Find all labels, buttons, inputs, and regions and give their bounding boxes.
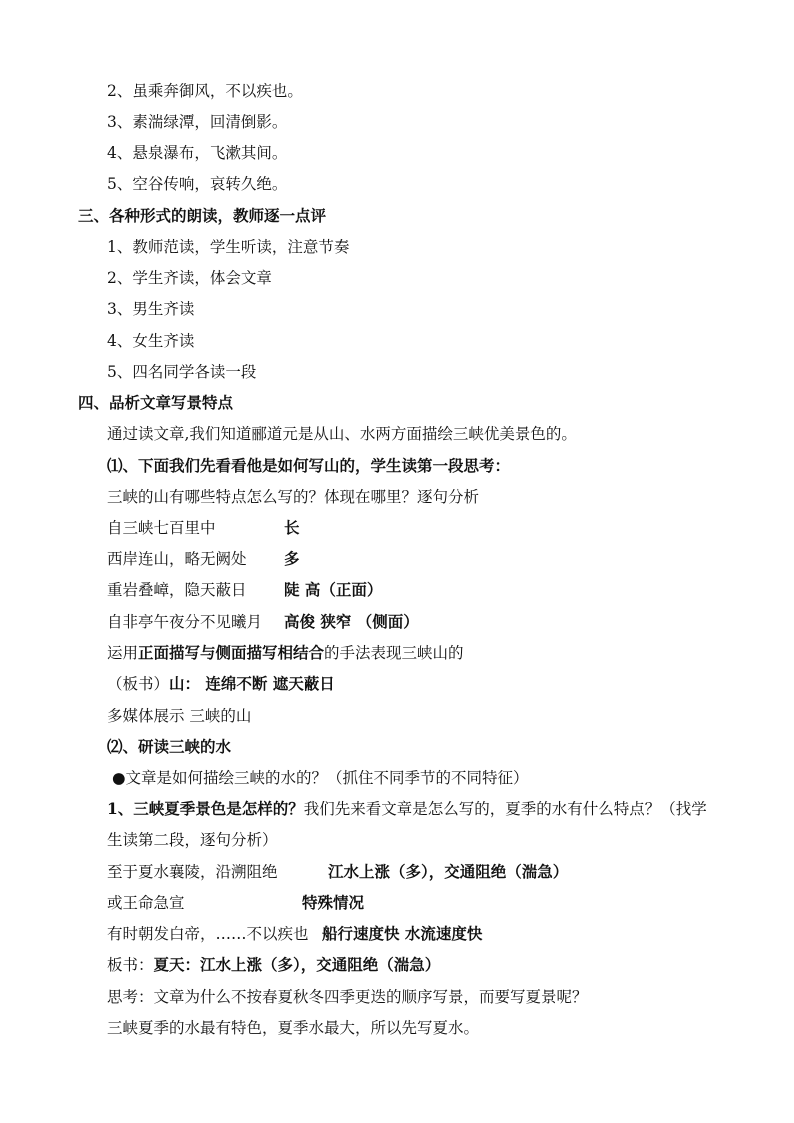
text-line — [107, 955, 440, 977]
text-span: 3、素湍绿潭，回清倒影。 — [107, 113, 288, 131]
bold-text: 1、三峡夏季景色是怎样的？ — [107, 799, 304, 818]
text-line — [107, 362, 256, 384]
text-line — [78, 206, 326, 228]
text-span: 重岩叠嶂，隐天蔽日 — [107, 581, 247, 599]
text-line — [107, 81, 303, 103]
text-line — [107, 237, 349, 259]
text-line — [107, 331, 194, 353]
bold-text: 正面描写与侧面描写相结合 — [138, 643, 325, 662]
bold-text: 船行速度快 水流速度快 — [322, 924, 483, 943]
bold-text: 陡 高（正面） — [284, 580, 383, 599]
text-line — [107, 674, 335, 696]
bold-text: 特殊情况 — [302, 893, 365, 912]
text-line — [107, 799, 707, 821]
text-span: （板书） — [107, 675, 170, 693]
text-span: 通过读文章,我们知道郦道元是从山、水两方面描绘三峡优美景色的。 — [107, 425, 577, 443]
bold-text: 四、品析文章写景特点 — [78, 393, 234, 412]
text-span: 三峡的山有哪些特点怎么写的？体现在哪里？逐句分析 — [107, 488, 480, 506]
bold-text: ⑵、研读三峡的水 — [107, 737, 232, 756]
text-span: 3、男生齐读 — [107, 300, 195, 318]
text-span: 2、虽乘奔御风，不以疾也。 — [107, 82, 303, 100]
text-line — [107, 143, 287, 165]
text-span: 4、女生齐读 — [107, 332, 195, 350]
bold-text: 长 — [284, 518, 300, 537]
bold-text: 夏天：江水上涨（多），交通阻绝（湍急） — [153, 955, 441, 974]
text-line — [112, 768, 529, 790]
text-span: 三峡夏季的水最有特色，夏季水最大，所以先写夏水。 — [107, 1019, 480, 1037]
text-line — [107, 424, 577, 446]
text-line — [107, 487, 479, 509]
text-line — [107, 830, 278, 852]
text-line — [78, 393, 233, 415]
text-line — [107, 706, 251, 728]
text-span: 的手法表现三峡山的 — [324, 644, 464, 662]
text-line — [107, 987, 588, 1009]
text-span: 多媒体展示 三峡的山 — [107, 707, 252, 725]
text-line — [107, 737, 231, 759]
text-span: 2、学生齐读，体会文章 — [107, 269, 272, 287]
text-line — [107, 299, 194, 321]
text-line — [107, 456, 510, 478]
text-line — [107, 1018, 479, 1040]
text-span: 自非亭午夜分不见曦月 — [107, 613, 263, 631]
text-span: 5、空谷传响，哀转久绝。 — [107, 175, 288, 193]
text-line — [107, 643, 464, 665]
bold-text: 山： 连绵不断 遮天蔽日 — [169, 674, 335, 693]
text-span: 或王命急宣 — [107, 894, 185, 912]
text-span: 西岸连山，略无阙处 — [107, 550, 247, 568]
bold-text: 江水上涨（多），交通阻绝（湍急） — [328, 862, 569, 881]
text-span: 自三峡七百里中 — [107, 519, 216, 537]
text-line — [107, 268, 272, 290]
text-span: 有时朝发白帝，……不以疾也 — [107, 925, 309, 943]
bold-text: 高俊 狭窄 （侧面） — [284, 612, 419, 631]
text-line — [107, 174, 287, 196]
text-span: 5、四名同学各读一段 — [107, 363, 257, 381]
bold-text: 三、各种形式的朗读，教师逐一点评 — [78, 206, 327, 225]
text-span: 思考：文章为什么不按春夏秋冬四季更迭的顺序写景，而要写夏景呢？ — [107, 988, 588, 1006]
bold-text: ⑴、下面我们先看看他是如何写山的，学生读第一段思考： — [107, 456, 511, 475]
text-span: 至于夏水襄陵，沿溯阻绝 — [107, 863, 278, 881]
text-span: ●文章是如何描绘三峡的水的？（抓住不同季节的不同特征） — [112, 769, 529, 787]
text-span: 我们先来看文章是怎么写的，夏季的水有什么特点？（找学 — [303, 800, 707, 818]
text-span: 运用 — [107, 644, 139, 662]
text-span: 4、悬泉瀑布，飞漱其间。 — [107, 144, 288, 162]
text-span: 1、教师范读，学生听读，注意节奏 — [107, 238, 350, 256]
bold-text: 多 — [284, 549, 300, 568]
text-span: 板书： — [107, 956, 154, 974]
text-span: 生读第二段，逐句分析） — [107, 831, 278, 849]
text-line — [107, 112, 287, 134]
